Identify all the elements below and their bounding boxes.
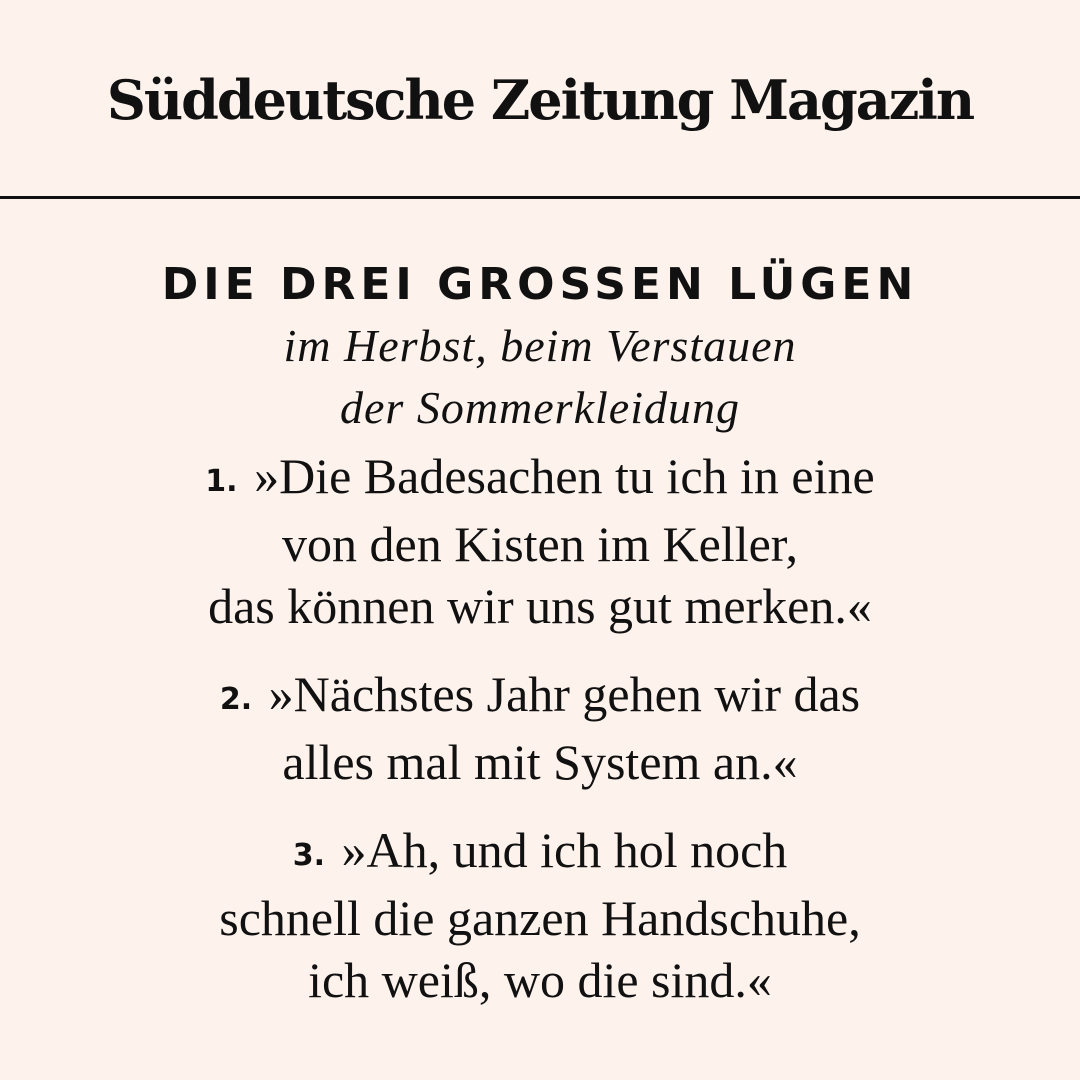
lie-1-line-1 (0, 445, 1080, 513)
main-content (0, 199, 1080, 1011)
lie-2-number: 2. (219, 682, 253, 717)
list-item-lie-1 (0, 445, 1080, 637)
lie-3-line-2: schnell die ganzen Handschuhe, (219, 890, 861, 946)
list-item-lie-3 (0, 819, 1080, 1011)
lie-2-line-2: alles mal mit System an.« (282, 734, 798, 790)
lie-3-text-1: »Ah, und ich hol noch (341, 822, 788, 878)
lie-1-number: 1. (205, 464, 238, 499)
subheadline-line-1: im Herbst, beim Verstauen (283, 320, 797, 371)
list-item-lie-2 (0, 663, 1080, 793)
subheadline-line-2: der Sommerkleidung (340, 382, 740, 433)
lie-1-line-3: das können wir uns gut merken.« (208, 578, 872, 634)
lie-3-number: 3. (292, 838, 325, 873)
headline: DIE DREI GROSSEN LÜGEN (161, 259, 919, 310)
lie-2-line-1 (0, 663, 1080, 731)
lies-list (0, 445, 1080, 1011)
lie-3-line-1 (0, 819, 1080, 887)
masthead (0, 0, 1080, 196)
lie-1-line-2: von den Kisten im Keller, (282, 516, 798, 572)
subheadline (0, 315, 1080, 439)
magazine-logo: Süddeutsche Zeitung Magazin (106, 68, 974, 132)
lie-1-text-1: »Die Badesachen tu ich in eine (254, 448, 875, 504)
lie-3-line-3: ich weiß, wo die sind.« (308, 952, 772, 1008)
lie-2-text-1: »Nächstes Jahr gehen wir das (268, 666, 861, 722)
